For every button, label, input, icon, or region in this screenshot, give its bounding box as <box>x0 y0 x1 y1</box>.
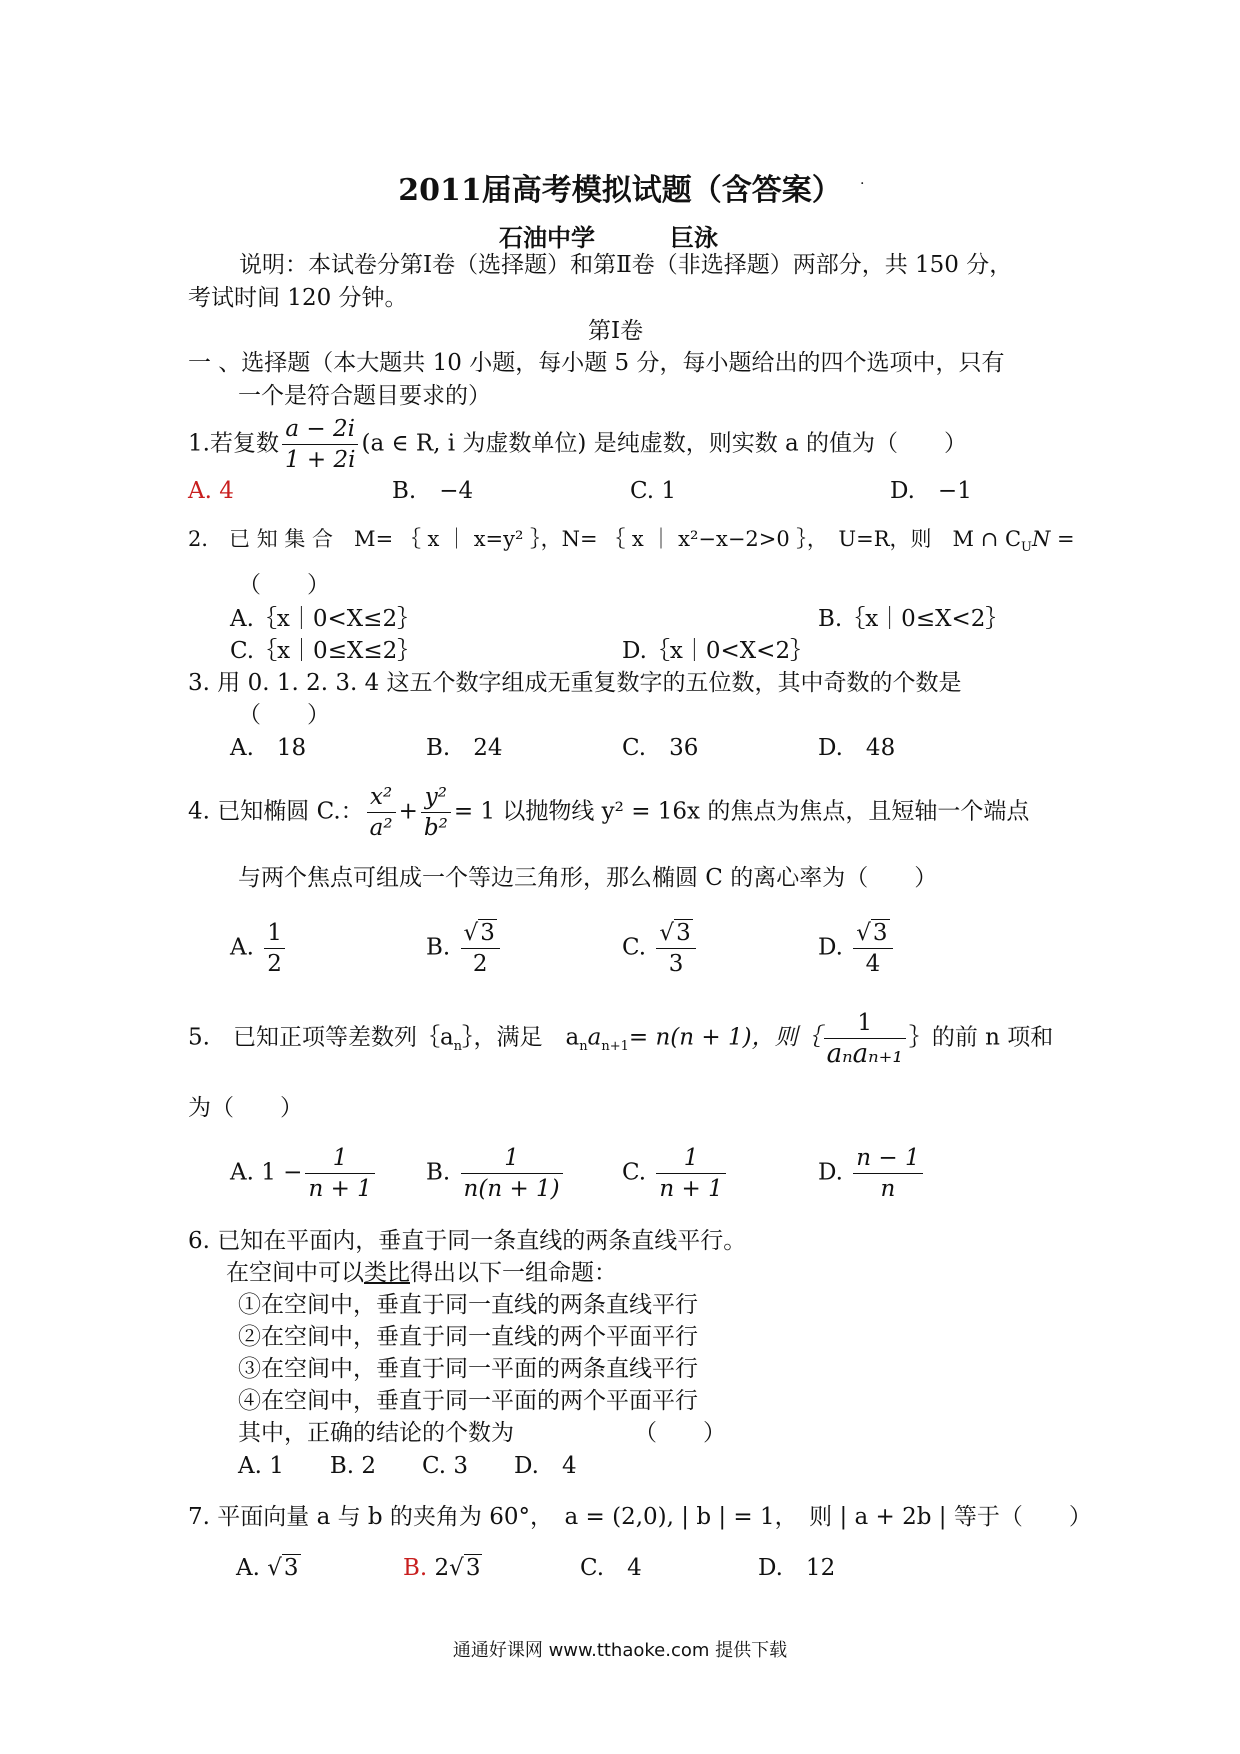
q4-c-fraction <box>656 918 695 979</box>
q5-frac-num: 1 <box>824 1008 906 1039</box>
q5-b-fraction <box>461 1143 563 1204</box>
q5-b-num: 1 <box>461 1143 563 1174</box>
q4-line-2: 与两个焦点可组成一个等边三角形，那么椭圆 C 的离心率为（ ） <box>238 865 938 891</box>
q4-f2-num: y² <box>421 782 451 813</box>
q2-option-c: C.｛x｜0≤X≤2｝ <box>230 638 421 664</box>
q5-text: ｝的前 n 项和 <box>908 1024 1054 1051</box>
q7-b-label: B. <box>403 1555 428 1581</box>
q5-fraction <box>824 1008 906 1069</box>
q4-prefix: 4. 已知椭圆 C.： <box>188 798 364 825</box>
q2-tail: N = <box>1032 527 1075 551</box>
q5-option-d <box>818 1143 926 1204</box>
q5-option-b <box>426 1143 566 1204</box>
q3-option-c: C. 36 <box>622 735 699 761</box>
q3-option-d: D. 48 <box>818 735 896 761</box>
q4-a-label: A. <box>230 934 254 961</box>
q5-prefix: 5. 已知正项等差数列｛a <box>188 1024 454 1051</box>
question-7: 7. 平面向量 a 与 b 的夹角为 60°， a = (2,0), | b | = 1， 则 | a + 2b | 等于（ ） <box>188 1504 1092 1530</box>
sqrt-symbol: √3 <box>449 1555 481 1581</box>
q7-option-b <box>403 1553 482 1583</box>
q3-option-b: B. 24 <box>426 735 503 761</box>
q4-b-den: 2 <box>472 951 488 977</box>
q4-option-a <box>230 918 288 979</box>
q5-d-fraction <box>853 1143 922 1204</box>
q4-c-den: 3 <box>668 951 684 977</box>
q4-option-b <box>426 918 503 979</box>
q7-option-a <box>236 1553 301 1583</box>
q1-option-b: B. −4 <box>392 478 474 504</box>
section-heading-line-1: 一 、选择题（本大题共 10 小题，每小题 5 分，每小题给出的四个选项中，只有 <box>188 350 1005 376</box>
q6-item-2: ②在空间中，垂直于同一直线的两个平面平行 <box>238 1324 698 1350</box>
q1-option-d: D. −1 <box>890 478 972 504</box>
q6-line-2 <box>226 1258 617 1288</box>
q4-fraction-y <box>421 782 451 843</box>
question-6: 6. 已知在平面内，垂直于同一条直线的两条直线平行。 <box>188 1228 747 1254</box>
q4-plus: + <box>398 798 418 825</box>
q6-line-2-post: 得出以下一组命题： <box>410 1260 617 1286</box>
q5-line-2: 为（ ） <box>188 1095 303 1121</box>
q7-option-c: C. 4 <box>580 1555 642 1581</box>
question-2 <box>188 524 1075 563</box>
sqrt-symbol: √3 <box>463 920 495 946</box>
q2-text: 2． 已 知 集 合 M= ｛ x ｜ x=y² ｝，N= ｛ x ｜ x²−x−2>0 ｝， U=R，则 M ∩ C <box>188 527 1022 551</box>
q7-option-d: D. 12 <box>758 1555 836 1581</box>
q4-d-num: 3 <box>872 920 888 946</box>
author-school: 石油中学 <box>499 223 595 252</box>
q3-option-a: A. 18 <box>230 735 307 761</box>
q7-a-label: A. <box>236 1555 260 1581</box>
q1-frac-num: a − 2i <box>282 414 359 445</box>
q4-f2-den: b² <box>423 815 448 841</box>
q6-item-4: ④在空间中，垂直于同一平面的两个平面平行 <box>238 1388 698 1414</box>
q1-option-a: A. 4 <box>188 478 234 504</box>
question-4 <box>188 782 1029 843</box>
q5-frac-den: aₙaₙ₊₁ <box>826 1039 903 1069</box>
q4-c-label: C. <box>622 934 647 961</box>
sqrt-symbol: √3 <box>856 920 888 946</box>
q7-a-radicand: 3 <box>283 1555 299 1581</box>
stray-mark: . <box>860 172 865 188</box>
q1-frac-den: 1 + 2i <box>284 447 356 473</box>
volume-title: 第Ⅰ卷 <box>588 318 644 344</box>
q3-paren: （ ） <box>238 702 330 728</box>
q2-option-d: D.｛x｜0<X<2｝ <box>622 638 814 664</box>
q6-question: 其中，正确的结论的个数为 <box>238 1420 514 1446</box>
q4-fraction-x <box>367 782 396 843</box>
intro-line-2: 考试时间 120 分钟。 <box>188 285 408 311</box>
q4-f1-den: a² <box>369 815 393 841</box>
q5-equation: = n(n + 1)，则｛ <box>628 1024 821 1051</box>
q4-f1-num: x² <box>367 782 396 813</box>
question-5 <box>188 1008 1053 1069</box>
q2-option-b: B.｛x｜0≤X<2｝ <box>818 606 1009 632</box>
question-1 <box>188 414 967 475</box>
q5-c-num: 1 <box>656 1143 725 1174</box>
q5-a-fraction <box>305 1143 374 1204</box>
q4-a-fraction <box>264 918 285 979</box>
q1-text: (a ∈ R, i 为虚数单位) 是纯虚数，则实数 a 的值为（ ） <box>361 430 968 457</box>
q1-fraction <box>282 414 359 475</box>
sqrt-symbol: √3 <box>267 1555 299 1581</box>
q2-paren: （ ） <box>238 572 330 598</box>
q1-prefix: 1.若复数 <box>188 430 279 457</box>
q4-a-den: 2 <box>267 951 282 977</box>
q4-text: = 1 以抛物线 y² = 16x 的焦点为焦点，且短轴一个端点 <box>453 798 1030 825</box>
q5-b-label: B. <box>426 1159 451 1186</box>
q5-option-c <box>622 1143 729 1204</box>
q7-b-radicand: 3 <box>465 1555 481 1581</box>
q7-b-coefficient: 2 <box>434 1555 450 1581</box>
q5-condition-pre: ｝，满足 a <box>462 1024 580 1051</box>
q5-b-den: n(n + 1) <box>463 1176 560 1202</box>
q5-sub-n: n <box>579 1039 588 1055</box>
intro-line-1: 说明：本试卷分第Ⅰ卷（选择题）和第Ⅱ卷（非选择题）两部分，共 150 分， <box>239 252 1013 278</box>
q5-c-fraction <box>656 1143 725 1204</box>
q4-b-num: 3 <box>480 920 495 946</box>
q6-underlined-term: 类比 <box>364 1260 410 1286</box>
q5-option-a <box>230 1143 378 1204</box>
footer-source: 通通好课网 www.tthaoke.com 提供下载 <box>452 1640 788 1661</box>
page-title: 2011届高考模拟试题（含答案） <box>398 173 842 208</box>
author-name: 巨泳 <box>670 223 718 252</box>
q4-option-d <box>818 918 896 979</box>
q5-a-den: n + 1 <box>308 1176 372 1202</box>
q5-sub-n1: n+1 <box>601 1039 629 1055</box>
q5-a-label: A. <box>230 1159 254 1186</box>
sqrt-symbol: √3 <box>659 920 691 946</box>
q5-a-prefix: 1 − <box>261 1159 303 1186</box>
q5-a-mid: a <box>587 1024 602 1051</box>
q5-c-den: n + 1 <box>659 1176 723 1202</box>
q5-c-label: C. <box>622 1159 647 1186</box>
q5-d-num: n − 1 <box>853 1143 922 1174</box>
q4-b-label: B. <box>426 934 451 961</box>
q4-d-fraction <box>853 918 892 979</box>
q4-d-den: 4 <box>865 951 881 977</box>
q1-option-c: C. 1 <box>630 478 677 504</box>
q2-option-a: A.｛x｜0<X≤2｝ <box>230 606 421 632</box>
q2-subscript: U <box>1021 540 1032 556</box>
q6-options: A. 1 B. 2 C. 3 D. 4 <box>238 1453 577 1479</box>
q4-option-c <box>622 918 699 979</box>
q4-a-num: 1 <box>264 918 285 949</box>
q6-item-3: ③在空间中，垂直于同一平面的两条直线平行 <box>238 1356 698 1382</box>
q6-line-2-pre: 在空间中可以 <box>226 1260 364 1286</box>
q5-d-den: n <box>880 1176 896 1202</box>
q4-d-label: D. <box>818 934 843 961</box>
q5-subscript: n <box>453 1039 463 1055</box>
q5-a-num: 1 <box>305 1143 374 1174</box>
q4-c-num: 3 <box>676 920 691 946</box>
q6-paren: （ ） <box>634 1420 726 1446</box>
q4-b-fraction <box>461 918 500 979</box>
q5-d-label: D. <box>818 1159 843 1186</box>
q6-item-1: ①在空间中，垂直于同一直线的两条直线平行 <box>238 1292 698 1318</box>
question-3: 3. 用 0. 1. 2. 3. 4 这五个数字组成无重复数字的五位数，其中奇数的个数是 <box>188 670 962 696</box>
section-heading-line-2: 一个是符合题目要求的） <box>238 383 491 409</box>
